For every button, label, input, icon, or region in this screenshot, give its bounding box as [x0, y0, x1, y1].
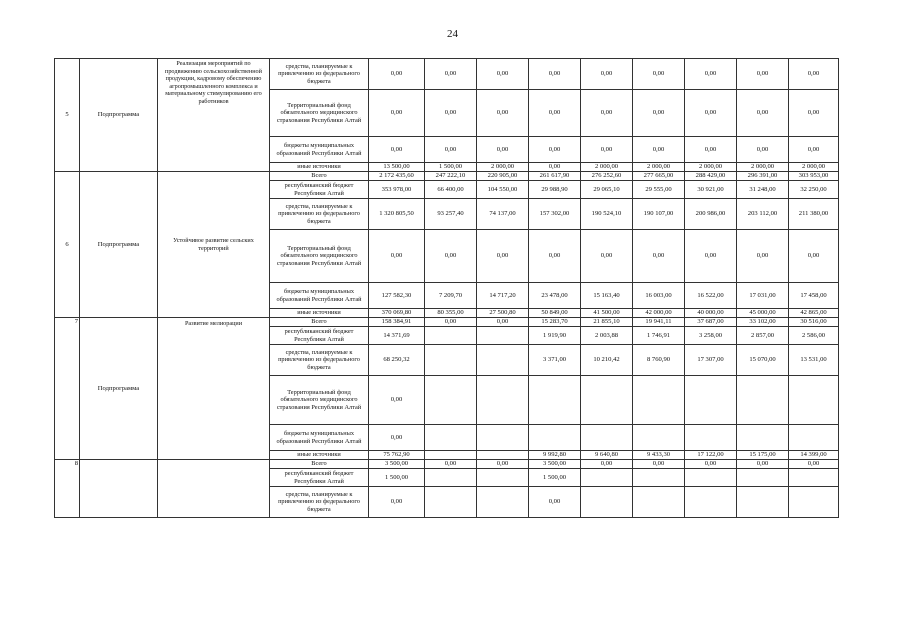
amount-cell: 3 500,00 [369, 460, 425, 469]
funding-source: иные источники [270, 163, 369, 172]
amount-cell [633, 376, 685, 425]
amount-cell: 50 849,00 [529, 309, 581, 318]
amount-cell: 0,00 [369, 137, 425, 163]
amount-cell [425, 469, 477, 487]
amount-cell: 13 500,00 [369, 163, 425, 172]
amount-cell: 40 000,00 [685, 309, 737, 318]
amount-cell: 0,00 [581, 460, 633, 469]
amount-cell: 0,00 [685, 230, 737, 283]
funding-source: Территориальный фонд обязательного медицинского страхования Республики Алтай [270, 376, 369, 425]
amount-cell: 14 371,69 [369, 327, 425, 345]
amount-cell: 16 003,00 [633, 283, 685, 309]
amount-cell: 261 617,90 [529, 172, 581, 181]
amount-cell: 19 941,11 [633, 318, 685, 327]
amount-cell: 1 746,91 [633, 327, 685, 345]
amount-cell: 0,00 [425, 59, 477, 90]
amount-cell: 3 258,00 [685, 327, 737, 345]
funding-source: Территориальный фонд обязательного медицинского страхования Республики Алтай [270, 90, 369, 137]
amount-cell: 0,00 [369, 59, 425, 90]
amount-cell: 74 137,00 [477, 199, 529, 230]
amount-cell [789, 487, 839, 518]
amount-cell: 10 210,42 [581, 345, 633, 376]
amount-cell: 27 500,80 [477, 309, 529, 318]
funding-source: средства, планируемые к привлечению из федерального бюджета [270, 199, 369, 230]
amount-cell: 31 248,00 [737, 181, 789, 199]
amount-cell: 158 384,91 [369, 318, 425, 327]
amount-cell [789, 469, 839, 487]
amount-cell: 1 500,00 [529, 469, 581, 487]
amount-cell: 0,00 [737, 460, 789, 469]
funding-source: Всего [270, 460, 369, 469]
amount-cell [737, 487, 789, 518]
amount-cell: 0,00 [581, 90, 633, 137]
table-row [55, 172, 839, 181]
amount-cell: 2 586,00 [789, 327, 839, 345]
funding-source: бюджеты муниципальных образований Республики Алтай [270, 283, 369, 309]
amount-cell [581, 469, 633, 487]
amount-cell: 2 000,00 [477, 163, 529, 172]
amount-cell [633, 487, 685, 518]
amount-cell [581, 487, 633, 518]
amount-cell: 211 380,00 [789, 199, 839, 230]
amount-cell: 0,00 [685, 90, 737, 137]
amount-cell: 0,00 [529, 230, 581, 283]
amount-cell: 0,00 [529, 487, 581, 518]
amount-cell [425, 451, 477, 460]
amount-cell [633, 469, 685, 487]
amount-cell: 276 252,60 [581, 172, 633, 181]
amount-cell: 157 302,00 [529, 199, 581, 230]
amount-cell: 0,00 [529, 163, 581, 172]
table-row [55, 59, 839, 90]
amount-cell: 13 531,00 [789, 345, 839, 376]
table-row [55, 460, 839, 469]
program-type: Подпрограмма [80, 318, 158, 460]
amount-cell: 17 458,00 [789, 283, 839, 309]
amount-cell: 127 582,30 [369, 283, 425, 309]
amount-cell: 23 478,00 [529, 283, 581, 309]
amount-cell: 0,00 [633, 59, 685, 90]
amount-cell [581, 376, 633, 425]
amount-cell [425, 425, 477, 451]
amount-cell: 21 855,10 [581, 318, 633, 327]
amount-cell: 203 112,00 [737, 199, 789, 230]
funding-source: бюджеты муниципальных образований Республики Алтай [270, 137, 369, 163]
amount-cell: 9 992,80 [529, 451, 581, 460]
amount-cell: 0,00 [477, 460, 529, 469]
amount-cell: 0,00 [425, 90, 477, 137]
amount-cell: 29 555,00 [633, 181, 685, 199]
amount-cell [789, 425, 839, 451]
funding-source: республиканский бюджет Республики Алтай [270, 181, 369, 199]
amount-cell: 14 717,20 [477, 283, 529, 309]
amount-cell: 296 391,00 [737, 172, 789, 181]
amount-cell [477, 469, 529, 487]
amount-cell [425, 327, 477, 345]
amount-cell: 8 760,90 [633, 345, 685, 376]
funding-source: республиканский бюджет Республики Алтай [270, 327, 369, 345]
amount-cell: 0,00 [425, 230, 477, 283]
amount-cell: 0,00 [581, 230, 633, 283]
funding-source: средства, планируемые к привлечению из федерального бюджета [270, 59, 369, 90]
amount-cell: 370 069,80 [369, 309, 425, 318]
amount-cell [737, 425, 789, 451]
amount-cell: 0,00 [789, 59, 839, 90]
amount-cell: 80 355,00 [425, 309, 477, 318]
amount-cell [477, 327, 529, 345]
amount-cell: 42 865,00 [789, 309, 839, 318]
amount-cell: 17 031,00 [737, 283, 789, 309]
row-number: 8 [55, 460, 80, 518]
amount-cell: 14 399,00 [789, 451, 839, 460]
amount-cell [477, 425, 529, 451]
amount-cell: 0,00 [477, 90, 529, 137]
amount-cell: 0,00 [685, 59, 737, 90]
amount-cell: 303 953,00 [789, 172, 839, 181]
amount-cell: 0,00 [633, 230, 685, 283]
amount-cell: 17 122,00 [685, 451, 737, 460]
funding-source: иные источники [270, 309, 369, 318]
amount-cell: 3 500,00 [529, 460, 581, 469]
amount-cell [425, 376, 477, 425]
amount-cell [633, 425, 685, 451]
amount-cell: 9 640,80 [581, 451, 633, 460]
amount-cell [685, 487, 737, 518]
amount-cell: 0,00 [477, 318, 529, 327]
amount-cell: 30 921,00 [685, 181, 737, 199]
amount-cell: 9 433,30 [633, 451, 685, 460]
amount-cell: 0,00 [789, 460, 839, 469]
funding-source: республиканский бюджет Республики Алтай [270, 469, 369, 487]
amount-cell: 3 371,00 [529, 345, 581, 376]
amount-cell: 29 988,90 [529, 181, 581, 199]
amount-cell: 190 524,10 [581, 199, 633, 230]
amount-cell: 0,00 [369, 230, 425, 283]
amount-cell: 1 500,00 [425, 163, 477, 172]
amount-cell: 1 320 805,50 [369, 199, 425, 230]
amount-cell: 1 919,90 [529, 327, 581, 345]
amount-cell: 37 687,00 [685, 318, 737, 327]
program-name [158, 460, 270, 518]
amount-cell: 0,00 [685, 460, 737, 469]
amount-cell [477, 451, 529, 460]
amount-cell: 104 550,00 [477, 181, 529, 199]
amount-cell [529, 376, 581, 425]
funding-source: бюджеты муниципальных образований Республики Алтай [270, 425, 369, 451]
amount-cell: 45 000,00 [737, 309, 789, 318]
amount-cell: 0,00 [369, 376, 425, 425]
amount-cell: 2 000,00 [737, 163, 789, 172]
amount-cell [477, 376, 529, 425]
amount-cell [425, 487, 477, 518]
program-type: Подпрограмма [80, 172, 158, 318]
amount-cell: 277 665,00 [633, 172, 685, 181]
amount-cell [737, 469, 789, 487]
amount-cell: 2 003,88 [581, 327, 633, 345]
amount-cell: 200 986,00 [685, 199, 737, 230]
amount-cell: 0,00 [633, 90, 685, 137]
amount-cell: 0,00 [789, 90, 839, 137]
amount-cell: 7 209,70 [425, 283, 477, 309]
amount-cell: 41 500,00 [581, 309, 633, 318]
amount-cell: 2 000,00 [789, 163, 839, 172]
amount-cell [425, 345, 477, 376]
amount-cell [581, 425, 633, 451]
amount-cell [477, 487, 529, 518]
amount-cell: 68 250,32 [369, 345, 425, 376]
amount-cell [685, 425, 737, 451]
amount-cell: 1 500,00 [369, 469, 425, 487]
amount-cell: 15 163,40 [581, 283, 633, 309]
amount-cell: 0,00 [581, 59, 633, 90]
amount-cell: 0,00 [737, 90, 789, 137]
amount-cell: 0,00 [369, 90, 425, 137]
amount-cell: 0,00 [789, 137, 839, 163]
row-number: 5 [55, 59, 80, 172]
amount-cell: 75 762,90 [369, 451, 425, 460]
page-number: 24 [447, 28, 458, 40]
amount-cell: 0,00 [685, 137, 737, 163]
amount-cell: 0,00 [477, 59, 529, 90]
program-type [80, 460, 158, 518]
amount-cell: 0,00 [529, 137, 581, 163]
funding-source: иные источники [270, 451, 369, 460]
amount-cell: 0,00 [477, 230, 529, 283]
amount-cell: 2 000,00 [685, 163, 737, 172]
row-number: 7 [55, 318, 80, 460]
amount-cell: 66 400,00 [425, 181, 477, 199]
amount-cell: 0,00 [737, 59, 789, 90]
amount-cell: 0,00 [737, 137, 789, 163]
amount-cell [477, 345, 529, 376]
amount-cell: 0,00 [581, 137, 633, 163]
amount-cell: 15 283,70 [529, 318, 581, 327]
amount-cell: 33 102,00 [737, 318, 789, 327]
amount-cell [685, 376, 737, 425]
amount-cell: 0,00 [633, 137, 685, 163]
amount-cell: 0,00 [425, 460, 477, 469]
funding-source: средства, планируемые к привлечению из федерального бюджета [270, 345, 369, 376]
amount-cell: 353 978,00 [369, 181, 425, 199]
program-name: Реализация мероприятий по продвижению сельскохозяйственной продукции, кадровому обеспечению агропромышленного комплекса и материальному стимулированию его работников [158, 59, 270, 172]
amount-cell: 2 000,00 [581, 163, 633, 172]
amount-cell: 0,00 [369, 487, 425, 518]
amount-cell: 30 516,00 [789, 318, 839, 327]
funding-source: Всего [270, 318, 369, 327]
funding-source: Всего [270, 172, 369, 181]
amount-cell: 29 065,10 [581, 181, 633, 199]
amount-cell: 0,00 [369, 425, 425, 451]
amount-cell: 220 905,00 [477, 172, 529, 181]
amount-cell: 247 222,10 [425, 172, 477, 181]
amount-cell [737, 376, 789, 425]
amount-cell: 15 070,00 [737, 345, 789, 376]
amount-cell: 32 250,00 [789, 181, 839, 199]
funding-source: средства, планируемые к привлечению из федерального бюджета [270, 487, 369, 518]
amount-cell: 0,00 [737, 230, 789, 283]
amount-cell: 0,00 [633, 460, 685, 469]
program-name: Развитие мелиорации [158, 318, 270, 460]
amount-cell [685, 469, 737, 487]
amount-cell: 288 429,00 [685, 172, 737, 181]
amount-cell: 15 175,00 [737, 451, 789, 460]
amount-cell: 0,00 [425, 137, 477, 163]
amount-cell: 0,00 [529, 90, 581, 137]
amount-cell: 0,00 [789, 230, 839, 283]
amount-cell: 93 257,40 [425, 199, 477, 230]
amount-cell: 0,00 [529, 59, 581, 90]
program-type: Подпрограмма [80, 59, 158, 172]
amount-cell: 2 000,00 [633, 163, 685, 172]
amount-cell: 42 000,00 [633, 309, 685, 318]
funding-table [54, 58, 839, 518]
row-number: 6 [55, 172, 80, 318]
amount-cell: 16 522,00 [685, 283, 737, 309]
amount-cell: 17 307,00 [685, 345, 737, 376]
amount-cell: 190 107,00 [633, 199, 685, 230]
program-name: Устойчивое развитие сельских территорий [158, 172, 270, 318]
funding-source: Территориальный фонд обязательного медицинского страхования Республики Алтай [270, 230, 369, 283]
amount-cell: 0,00 [477, 137, 529, 163]
amount-cell [789, 376, 839, 425]
amount-cell: 0,00 [425, 318, 477, 327]
amount-cell: 2 857,00 [737, 327, 789, 345]
amount-cell: 2 172 435,60 [369, 172, 425, 181]
table-row [55, 318, 839, 327]
amount-cell [529, 425, 581, 451]
